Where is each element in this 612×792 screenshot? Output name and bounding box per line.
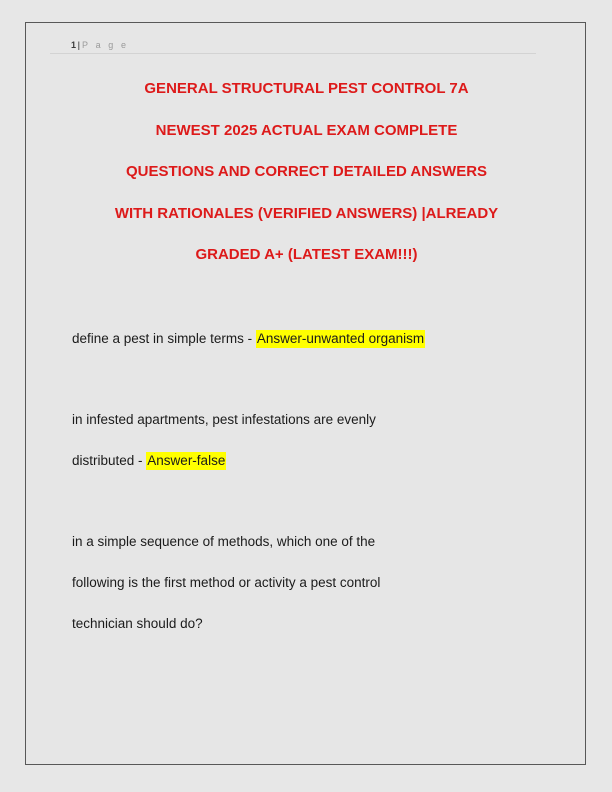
question-line: in infested apartments, pest infestations are evenly: [72, 412, 376, 427]
question-answer-list: [72, 318, 562, 684]
answer-highlight: Answer-unwanted organism: [256, 331, 425, 346]
header-separator: |: [77, 40, 81, 50]
document-title: [46, 68, 567, 276]
question-line: following is the first method or activity a pest control: [72, 575, 381, 590]
question-text: define a pest in simple terms -: [72, 331, 256, 346]
header-divider: [50, 53, 536, 54]
title-line-5: GRADED A+ (LATEST EXAM!!!): [195, 246, 418, 263]
header-page-number: 1: [71, 40, 77, 50]
page-header: [26, 23, 585, 55]
title-line-1: GENERAL STRUCTURAL PEST CONTROL 7A: [144, 80, 469, 97]
question-text: distributed -: [72, 453, 147, 468]
question-line: [72, 440, 562, 481]
header-page-label: P a g e: [82, 40, 129, 50]
qa-item: [72, 399, 562, 481]
answer-highlight: Answer-false: [147, 453, 226, 468]
qa-item: [72, 521, 562, 644]
title-line-4: WITH RATIONALES (VERIFIED ANSWERS) |ALREADY: [114, 204, 499, 222]
question-line: [72, 318, 562, 359]
title-line-3: QUESTIONS AND CORRECT DETAILED ANSWERS: [125, 163, 488, 180]
qa-item: [72, 318, 562, 359]
question-line: technician should do?: [72, 616, 203, 631]
question-line: in a simple sequence of methods, which one of the: [72, 534, 376, 549]
title-line-2: NEWEST 2025 ACTUAL EXAM COMPLETE: [155, 121, 458, 139]
document-page: [25, 22, 586, 765]
